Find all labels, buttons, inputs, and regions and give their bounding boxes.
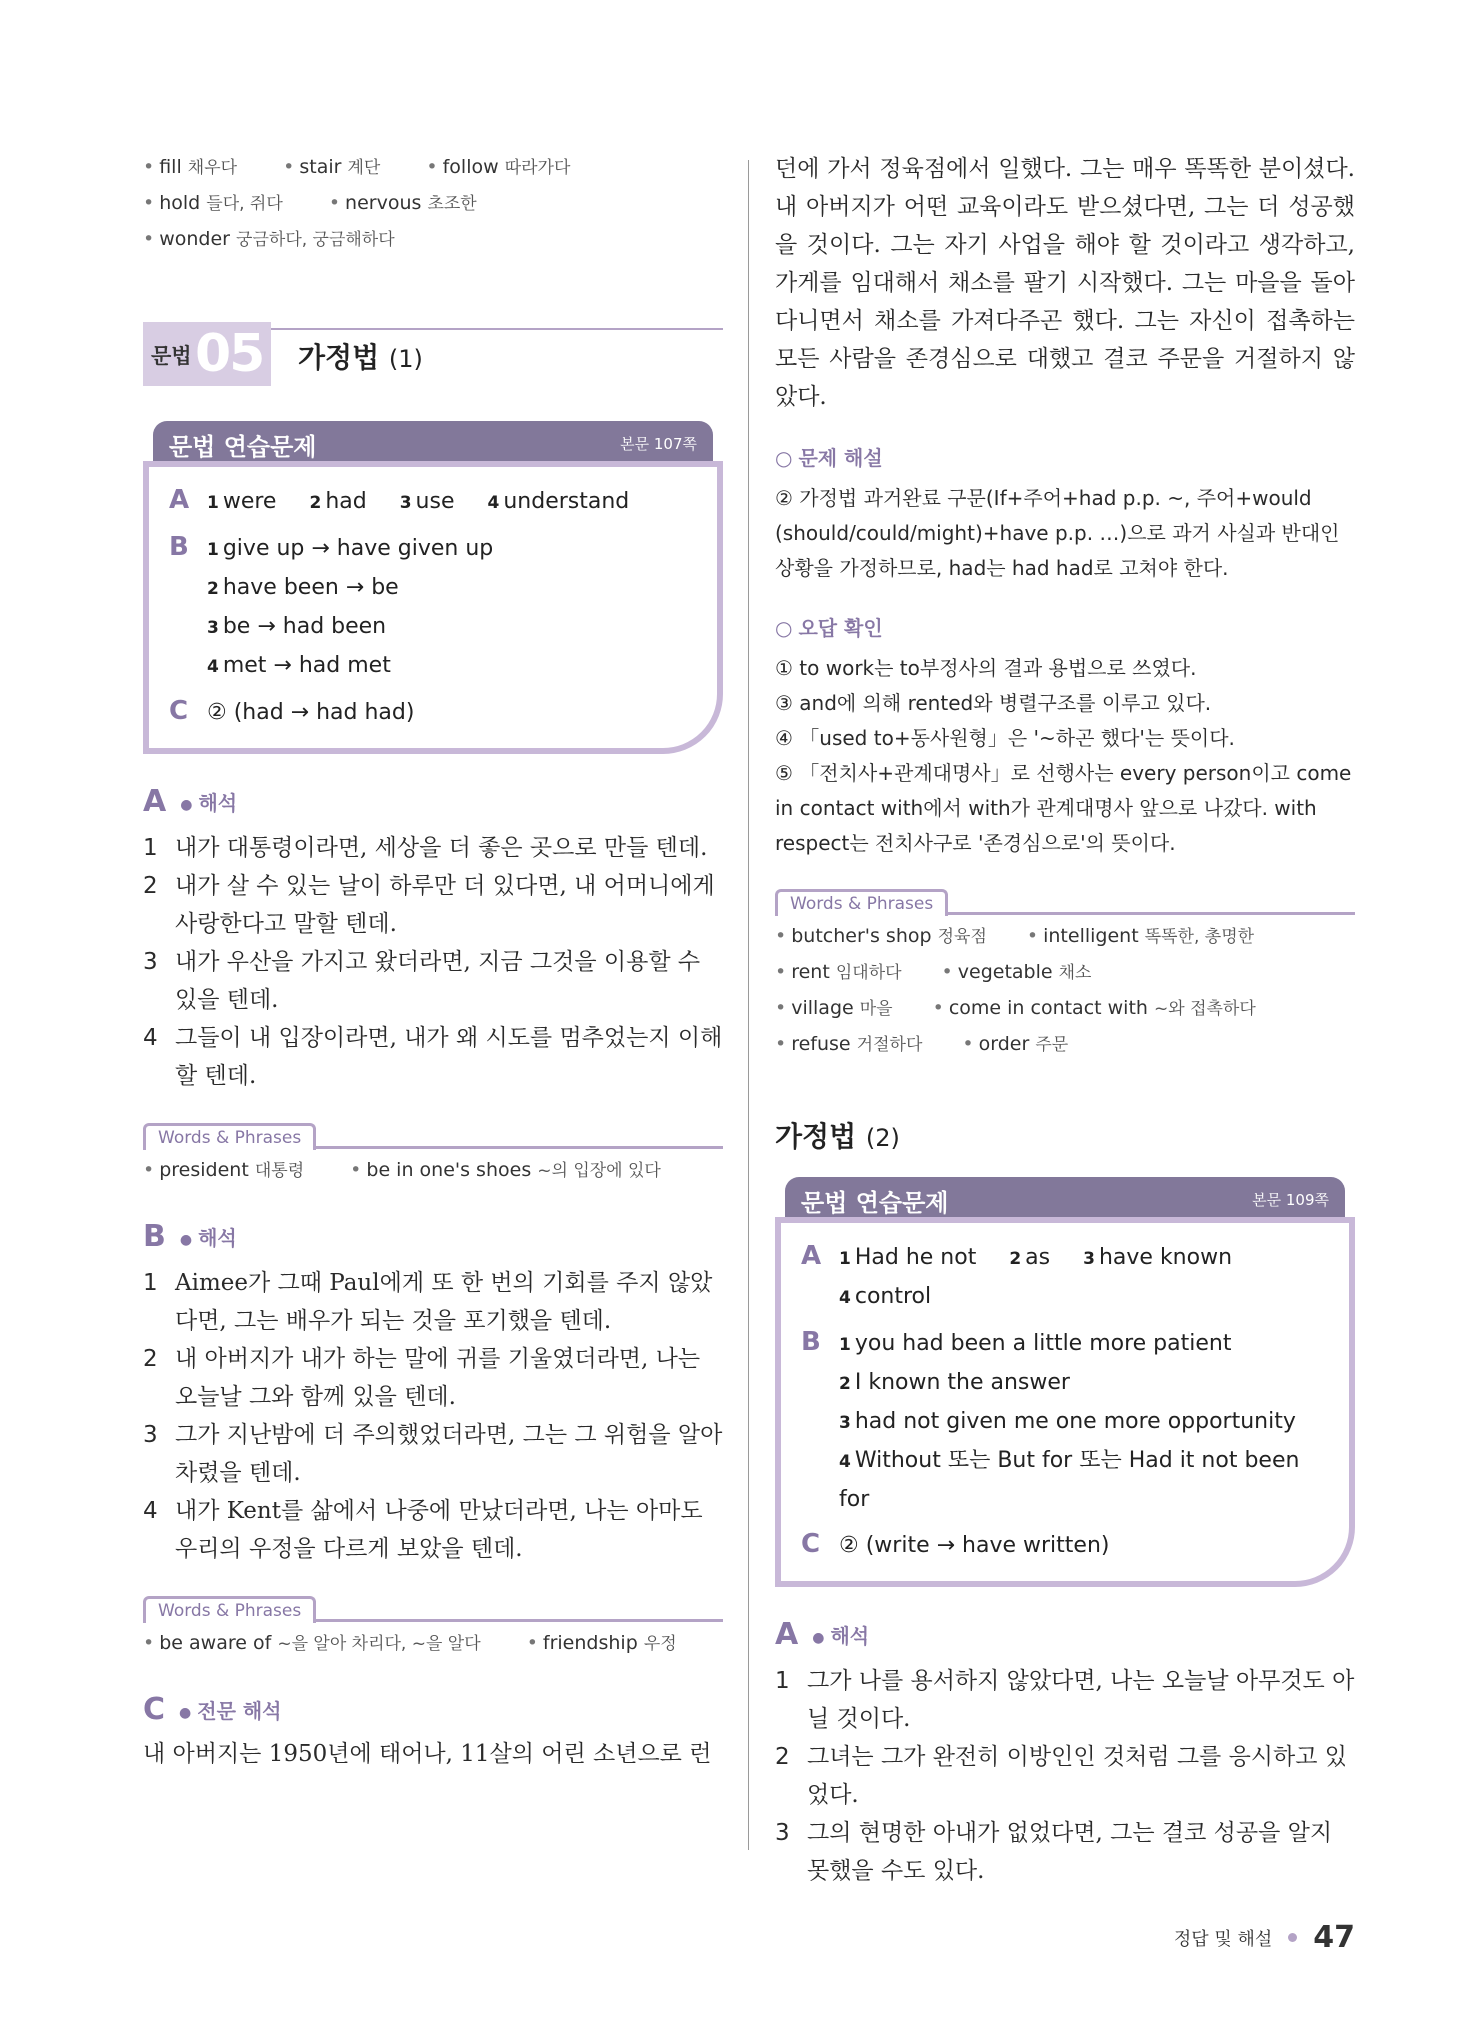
part-a-translation [143, 784, 723, 1189]
words-phrases-box [775, 889, 1355, 1063]
part-letter: C [143, 1692, 166, 1727]
vocab-item: • vegetable 채소 [941, 961, 1092, 983]
vocab-item: • rent 임대하다 [775, 961, 902, 983]
answer-group-a: A 1 Had he not 2 as 3 have known 4 control [801, 1241, 1233, 1309]
section-label: 문법 [151, 344, 192, 368]
wrong-answer-item: ④ 「used to+동사원형」은 '~하곤 했다'는 뜻이다. [775, 726, 1235, 750]
translation-item: 2 내가 살 수 있는 날이 하루만 더 있다면, 내 어머니에게 사랑한다고 말할 텐데. [143, 873, 715, 937]
answer-line: 2 I known the answer [839, 1370, 1070, 1395]
footer-dot [1288, 1933, 1297, 1942]
part-label: ● 해석 [180, 791, 238, 815]
part-label: ● 해석 [179, 1226, 237, 1250]
words-phrases-label: Words & Phrases [143, 1596, 316, 1623]
exercise-body [775, 1217, 1355, 1587]
section-title-2: 가정법 (2) [775, 1120, 900, 1153]
vocab-row [143, 222, 723, 258]
vocab-item: • come in contact with ~와 접촉하다 [932, 997, 1256, 1019]
section-header [143, 322, 723, 386]
vocab-item: • refuse 거절하다 [775, 1033, 923, 1055]
answer-line: 4 Without 또는 But for 또는 Had it not been for [839, 1448, 1300, 1512]
answer-group-b: B 1 give up → have given up 2 have been → be 3 be → had been 4 met → had met [169, 530, 697, 686]
translation-item: 3 그가 지난밤에 더 주의했었더라면, 그는 그 위험을 알아 차렸을 텐데. [143, 1422, 723, 1486]
exercise-body [143, 461, 723, 754]
translation-item: 2 그녀는 그가 완전히 이방인인 것처럼 그를 응시하고 있었다. [775, 1744, 1347, 1808]
translation-item: 3 내가 우산을 가지고 왔더라면, 지금 그것을 이용할 수 있을 텐데. [143, 949, 701, 1013]
vocab-item: • be aware of ~을 알아 차리다, ~을 알다 [143, 1632, 481, 1654]
vocab-row [143, 186, 723, 222]
right-column [775, 150, 1355, 1890]
section-title: 가정법 (1) [298, 341, 423, 374]
part-a-translation-2 [775, 1617, 1355, 1890]
part-letter: B [143, 1219, 166, 1254]
vocab-item: • wonder 궁금하다, 궁금해하다 [143, 228, 395, 250]
answer-line: 4 met → had met [207, 653, 391, 678]
footer-label: 정답 및 해설 [1173, 1928, 1273, 1950]
vocab-item: • fill 채우다 [143, 156, 238, 178]
translation-item: 4 내가 Kent를 삶에서 나중에 만났더라면, 나는 아마도 우리의 우정을 다르게 보았을 텐데. [143, 1498, 703, 1562]
translation-item: 4 그들이 내 입장이라면, 내가 왜 시도를 멈추었는지 이해할 텐데. [143, 1025, 723, 1089]
wrong-answer-heading: ○ 오답 확인 [775, 616, 883, 640]
answer-line: 2 have been → be [207, 575, 399, 600]
page-number: 47 [1313, 1920, 1355, 1955]
exercise-answers-box [775, 1177, 1355, 1587]
answer-line: 1 give up → have given up [207, 536, 494, 561]
exercise-page-ref: 본문 107쪽 [620, 435, 697, 453]
answer-group-b: B 1 you had been a little more patient 2 I known the answer 3 had not given me one more opportunity 4 Without 또는 But for 또는 Had it not been for [801, 1325, 1329, 1519]
question-explanation-heading: ○ 문제 해설 [775, 446, 883, 470]
answer-group-c: C ② (write → have written) [801, 1529, 1110, 1559]
vocab-list-top [143, 150, 723, 258]
words-phrases-label: Words & Phrases [775, 889, 948, 916]
translation-item: 1 내가 대통령이라면, 세상을 더 좋은 곳으로 만들 텐데. [143, 835, 708, 861]
vocab-item: • butcher's shop 정육점 [775, 925, 987, 947]
wrong-answer-item: ③ and에 의해 rented와 병렬구조를 이루고 있다. [775, 691, 1212, 715]
wrong-answer-item: ⑤ 「전치사+관계대명사」로 선행사는 every person이고 come in contact with에서 with가 관계대명사 앞으로 나갔다. with respect는 전치사구로 '존경심으로'의 뜻이다. [775, 761, 1352, 855]
translation-item: 1 그가 나를 용서하지 않았다면, 나는 오늘날 아무것도 아닐 것이다. [775, 1668, 1355, 1732]
vocab-item: • be in one's shoes ~의 입장에 있다 [350, 1159, 661, 1181]
vocab-item: • nervous 초조한 [328, 192, 477, 214]
vocab-item: • hold 들다, 쥐다 [143, 192, 283, 214]
part-c-translation [143, 1692, 723, 1773]
page-footer [1174, 1920, 1355, 1955]
full-translation-text: 내 아버지는 1950년에 태어나, 11살의 어린 소년으로 런 [143, 1741, 712, 1767]
full-translation-continued: 던에 가서 정육점에서 일했다. 그는 매우 똑똑한 분이셨다. 내 아버지가 어떤 교육이라도 받으셨다면, 그는 더 성공했을 것이다. 그는 자기 사업을 해야 할 것이라고 생각하고, 가게를 임대해서 채소를 팔기 시작했다. 그는 마을을 돌아다니면서 채소를 가져다주곤 했다. 그는 자신이 접촉하는 모든 사람을 존경심으로 대했고 결코 주문을 거절하지 않았다. [775, 156, 1355, 410]
left-column [143, 150, 723, 1773]
words-phrases-label: Words & Phrases [143, 1123, 316, 1150]
exercise-tab [785, 1177, 1345, 1217]
translation-item: 2 내 아버지가 내가 하는 말에 귀를 기울였더라면, 나는 오늘날 그와 함께 있을 텐데. [143, 1346, 701, 1410]
vocab-row [143, 150, 723, 186]
exercise-title: 문법 연습문제 [801, 1189, 949, 1217]
wrong-answer-list [775, 651, 1355, 861]
part-label: ● 전문 해석 [179, 1699, 282, 1723]
words-phrases-box [143, 1123, 723, 1189]
part-letter: A [143, 784, 167, 819]
vocab-item: • intelligent 똑똑한, 총명한 [1026, 925, 1255, 947]
exercise-page-ref: 본문 109쪽 [1252, 1191, 1329, 1209]
part-b-translation [143, 1219, 723, 1662]
words-phrases-box [143, 1596, 723, 1662]
section-rule [271, 328, 723, 330]
translation-item: 3 그의 현명한 아내가 없었다면, 그는 결코 성공을 알지 못했을 수도 있다. [775, 1820, 1333, 1884]
answer-group-c: C ② (had → had had) [169, 696, 415, 726]
vocab-item: • order 주문 [962, 1033, 1069, 1055]
vocab-item: • follow 따라가다 [426, 156, 571, 178]
answer-line: 3 be → had been [207, 614, 387, 639]
question-explanation-text: ② 가정법 과거완료 구문(If+주어+had p.p. ~, 주어+would (should/could/might)+have p.p. …)으로 과거 사실과 반대인 상황을 가정하므로, had는 had had로 고쳐야 한다. [775, 486, 1340, 580]
vocab-item: • stair 계단 [283, 156, 381, 178]
exercise-title: 문법 연습문제 [169, 433, 317, 461]
part-letter: A [775, 1617, 799, 1652]
part-label: ● 해석 [812, 1624, 870, 1648]
answer-line: 3 had not given me one more opportunity [839, 1409, 1296, 1434]
exercise-answers-box [143, 421, 723, 754]
translation-item: 1 Aimee가 그때 Paul에게 또 한 번의 기회를 주지 않았다면, 그는 배우가 되는 것을 포기했을 텐데. [143, 1270, 713, 1334]
wrong-answer-item: ① to work는 to부정사의 결과 용법으로 쓰였다. [775, 656, 1197, 680]
answer-group-a: A 1 were 2 had 3 use 4 understand [169, 485, 630, 515]
vocab-item: • friendship 우정 [526, 1632, 677, 1654]
column-divider [748, 160, 749, 1850]
section-number: 05 [195, 324, 264, 384]
exercise-tab [153, 421, 713, 461]
answer-line: 1 you had been a little more patient [839, 1331, 1232, 1356]
vocab-item: • president 대통령 [143, 1159, 305, 1181]
section-badge [143, 322, 271, 386]
vocab-item: • village 마을 [775, 997, 893, 1019]
